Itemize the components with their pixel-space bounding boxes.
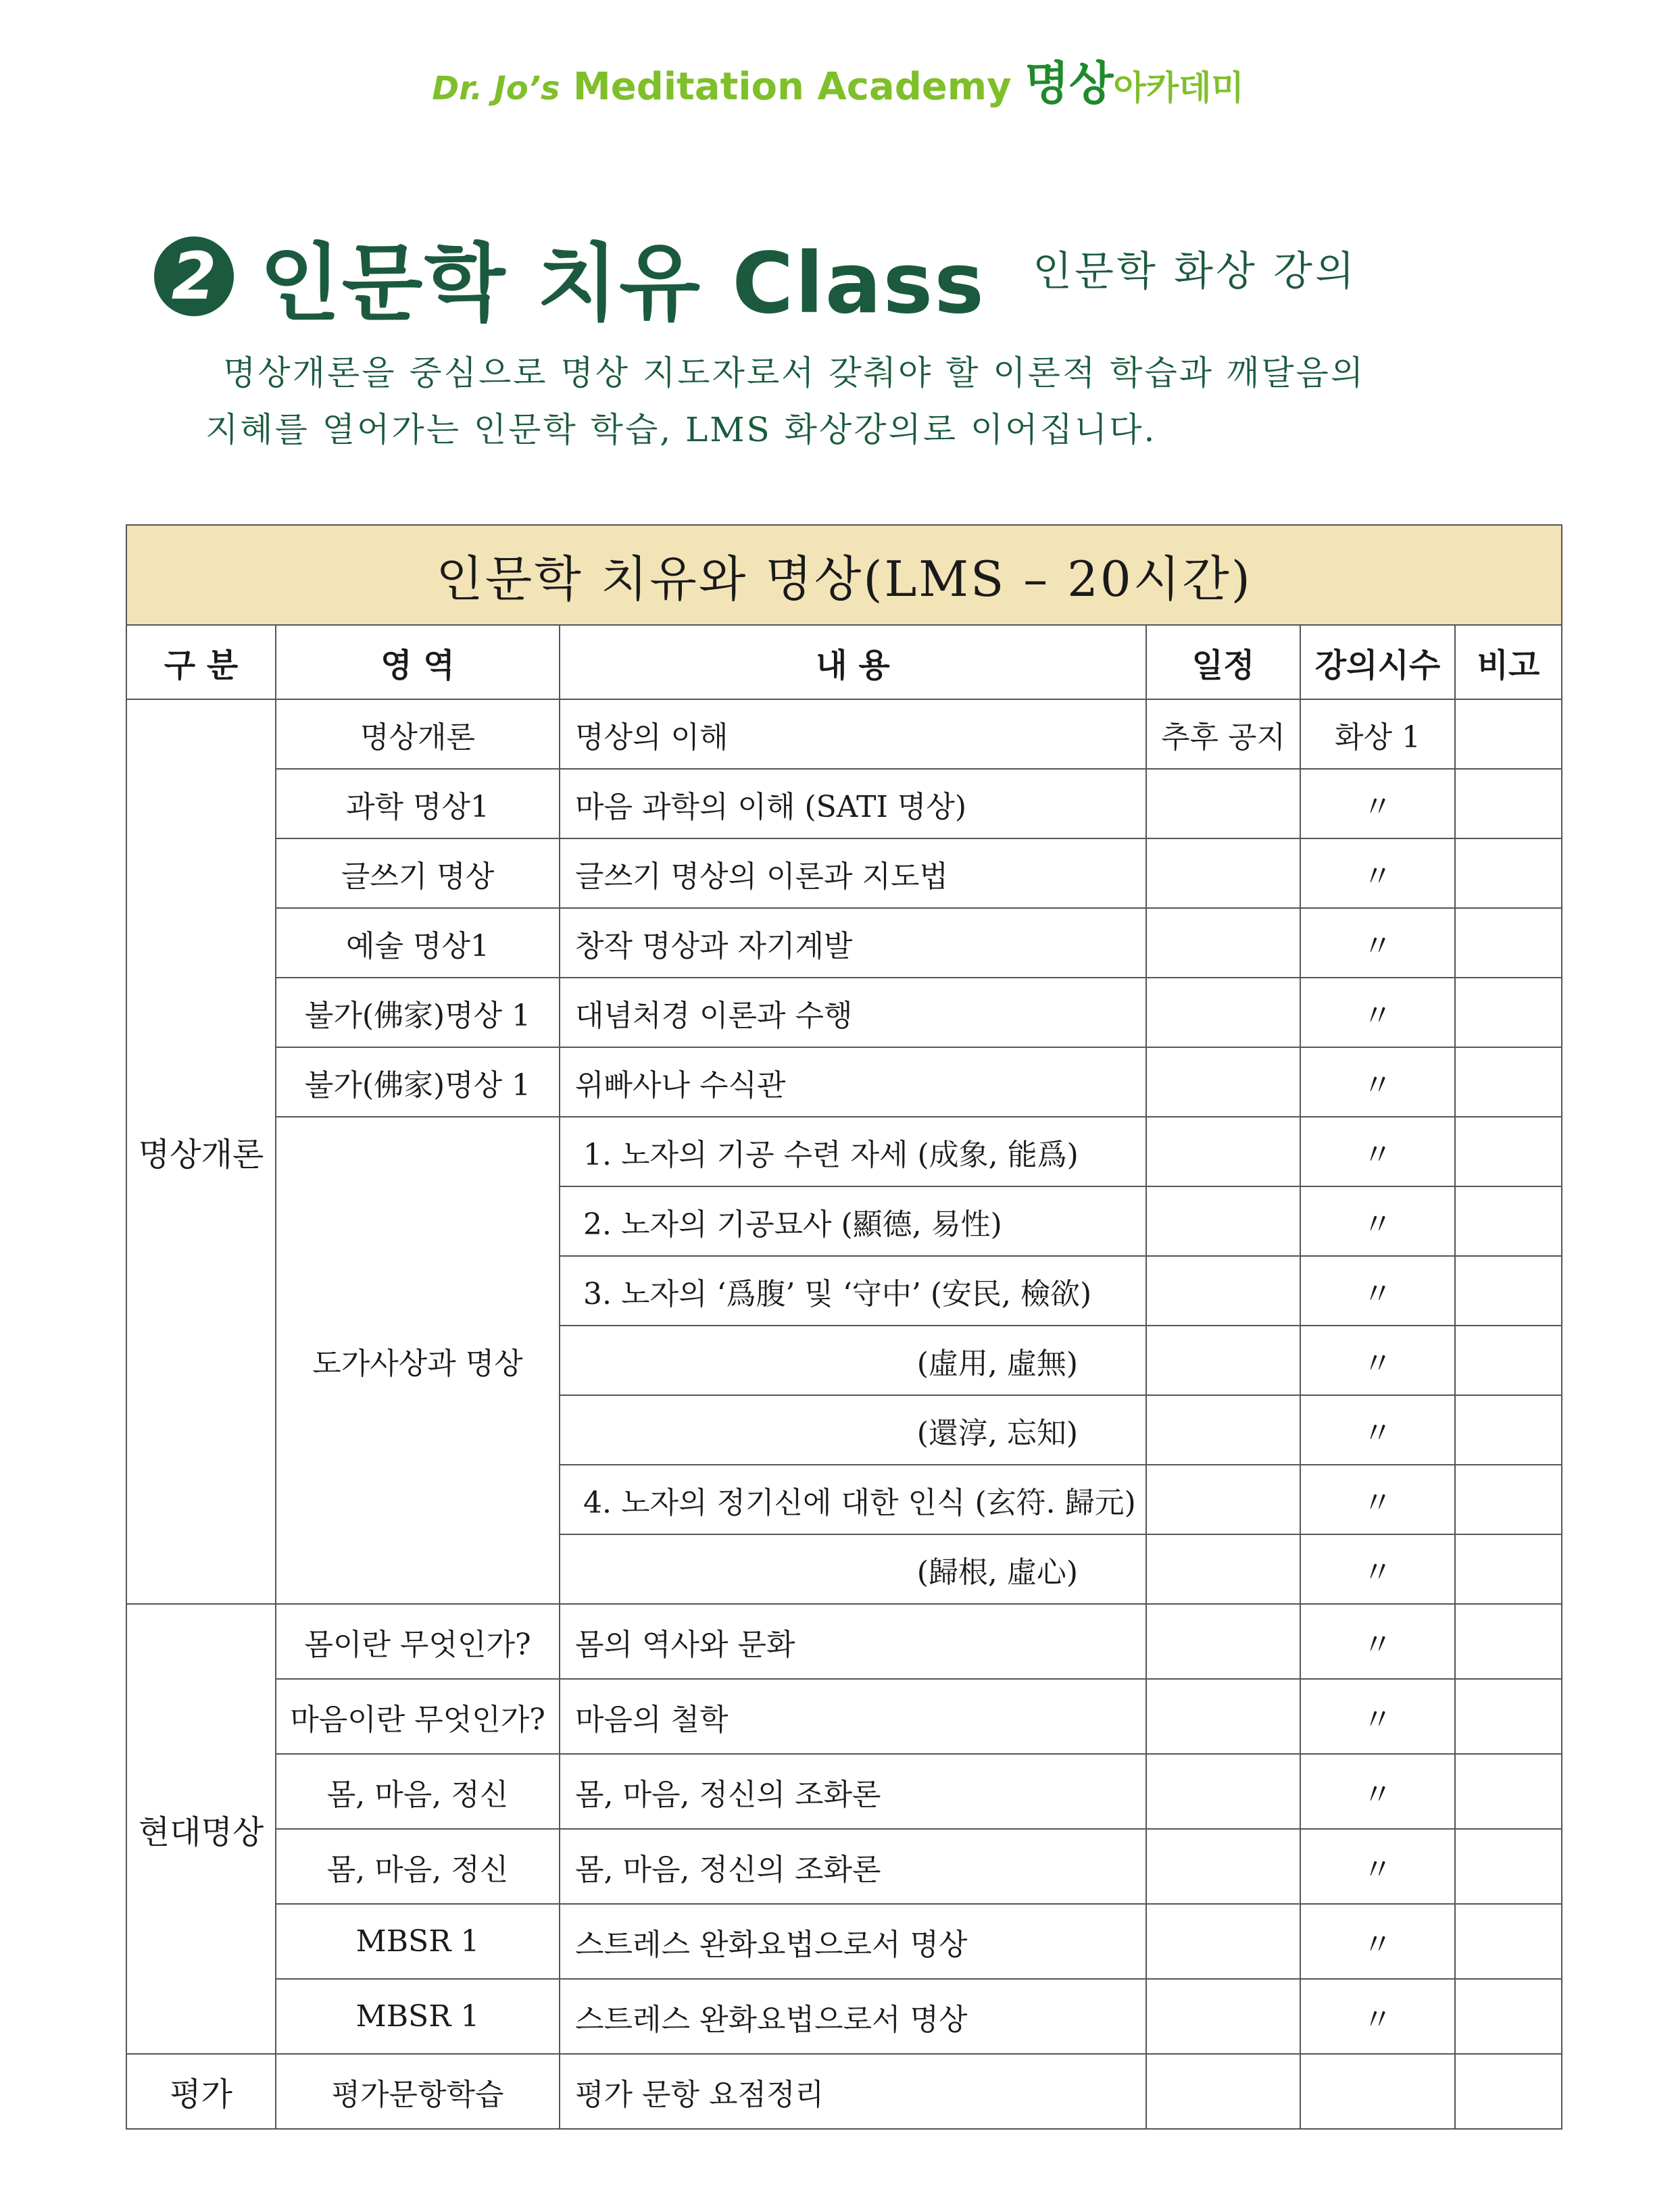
content-cell: 4. 노자의 정기신에 대한 인식 (玄符. 歸元)	[560, 1465, 1146, 1534]
group-label: 평가	[126, 2054, 276, 2129]
content-cell: 스트레스 완화요법으로서 명상	[560, 1904, 1146, 1979]
note-cell	[1455, 1047, 1562, 1117]
table-title-row	[126, 525, 1562, 625]
note-cell	[1455, 769, 1562, 838]
header-category: 구 분	[126, 625, 276, 699]
note-cell	[1455, 1904, 1562, 1979]
sessions-cell: 〃	[1300, 1117, 1455, 1186]
class-number-badge: 2	[154, 236, 234, 316]
table-row	[126, 1754, 1562, 1829]
brand-ko-2: 아카데미	[1113, 68, 1244, 107]
schedule-cell	[1146, 1117, 1300, 1186]
table-row	[126, 978, 1562, 1047]
area-cell: 몸이란 무엇인가?	[276, 1604, 560, 1679]
note-cell	[1455, 978, 1562, 1047]
schedule-cell	[1146, 1186, 1300, 1256]
schedule-cell	[1146, 1465, 1300, 1534]
content-cell: 몸, 마음, 정신의 조화론	[560, 1829, 1146, 1904]
sessions-cell: 〃	[1300, 1754, 1455, 1829]
content-cell: 명상의 이해	[560, 699, 1146, 769]
content-cell: 2. 노자의 기공묘사 (顯德, 易性)	[560, 1186, 1146, 1256]
header-note: 비고	[1455, 625, 1562, 699]
header-schedule: 일정	[1146, 625, 1300, 699]
note-cell	[1455, 699, 1562, 769]
content-cell: 위빠사나 수식관	[560, 1047, 1146, 1117]
note-cell	[1455, 908, 1562, 978]
area-cell: 마음이란 무엇인가?	[276, 1679, 560, 1754]
content-cell: 3. 노자의 ‘爲腹’ 및 ‘守中’ (安民, 檢欲)	[560, 1256, 1146, 1326]
table-row	[126, 699, 1562, 769]
schedule-cell	[1146, 1326, 1300, 1395]
table-row	[126, 1047, 1562, 1117]
content-cell: (還淳, 忘知)	[560, 1395, 1146, 1465]
sessions-cell: 〃	[1300, 1679, 1455, 1754]
content-cell: 평가 문항 요점정리	[560, 2054, 1146, 2129]
note-cell	[1455, 1326, 1562, 1395]
note-cell	[1455, 1754, 1562, 1829]
table-header-row	[126, 625, 1562, 699]
schedule-cell	[1146, 1256, 1300, 1326]
group-label: 명상개론	[126, 699, 276, 1604]
class-title	[154, 216, 1357, 336]
table-row	[126, 908, 1562, 978]
note-cell	[1455, 1465, 1562, 1534]
schedule-cell	[1146, 769, 1300, 838]
content-cell: (虛用, 虛無)	[560, 1326, 1146, 1395]
schedule-cell	[1146, 838, 1300, 908]
note-cell	[1455, 838, 1562, 908]
sessions-cell: 〃	[1300, 1186, 1455, 1256]
sessions-cell: 〃	[1300, 1534, 1455, 1604]
schedule-cell	[1146, 1904, 1300, 1979]
area-cell: 몸, 마음, 정신	[276, 1754, 560, 1829]
sessions-cell: 〃	[1300, 1979, 1455, 2054]
intro-paragraph	[182, 345, 1466, 458]
academy-header	[0, 47, 1676, 113]
sessions-cell: 〃	[1300, 1829, 1455, 1904]
sessions-cell: 〃	[1300, 1904, 1455, 1979]
table-row	[126, 1117, 1562, 1186]
table-row	[126, 1829, 1562, 1904]
area-cell: 과학 명상1	[276, 769, 560, 838]
schedule-cell	[1146, 1604, 1300, 1679]
area-cell: 글쓰기 명상	[276, 838, 560, 908]
schedule-cell	[1146, 1979, 1300, 2054]
sessions-cell: 〃	[1300, 1256, 1455, 1326]
note-cell	[1455, 1186, 1562, 1256]
schedule-cell	[1146, 1534, 1300, 1604]
area-cell: 평가문항학습	[276, 2054, 560, 2129]
content-cell: 글쓰기 명상의 이론과 지도법	[560, 838, 1146, 908]
area-cell: MBSR 1	[276, 1979, 560, 2054]
area-cell: 불가(佛家)명상 1	[276, 978, 560, 1047]
schedule-table	[126, 524, 1562, 2130]
header-content: 내 용	[560, 625, 1146, 699]
table-row	[126, 769, 1562, 838]
sessions-cell: 〃	[1300, 1465, 1455, 1534]
class-title-sub: 인문학 화상 강의	[1033, 248, 1357, 295]
content-cell: 스트레스 완화요법으로서 명상	[560, 1979, 1146, 2054]
schedule-cell	[1146, 1679, 1300, 1754]
area-cell: 예술 명상1	[276, 908, 560, 978]
note-cell	[1455, 1117, 1562, 1186]
table-row	[126, 1979, 1562, 2054]
content-cell: 마음의 철학	[560, 1679, 1146, 1754]
table-row	[126, 1604, 1562, 1679]
header-sessions: 강의시수	[1300, 625, 1455, 699]
class-title-main: 인문학 치유 Class	[260, 235, 986, 332]
sessions-cell: 〃	[1300, 1326, 1455, 1395]
sessions-cell: 〃	[1300, 1604, 1455, 1679]
content-cell: (歸根, 虛心)	[560, 1534, 1146, 1604]
area-cell: 명상개론	[276, 699, 560, 769]
brand-en-1: Dr. Jo’s	[432, 70, 560, 107]
table-title: 인문학 치유와 명상(LMS – 20시간)	[126, 525, 1562, 625]
sessions-cell: 〃	[1300, 769, 1455, 838]
area-cell: 불가(佛家)명상 1	[276, 1047, 560, 1117]
brand-ko-1: 명상	[1025, 57, 1114, 111]
schedule-cell	[1146, 1395, 1300, 1465]
sessions-cell: 화상 1	[1300, 699, 1455, 769]
schedule-cell	[1146, 2054, 1300, 2129]
sessions-cell: 〃	[1300, 908, 1455, 978]
content-cell: 대념처경 이론과 수행	[560, 978, 1146, 1047]
note-cell	[1455, 1395, 1562, 1465]
note-cell	[1455, 1829, 1562, 1904]
brand-en-2: Meditation Academy	[573, 65, 1012, 109]
note-cell	[1455, 1679, 1562, 1754]
table-row	[126, 838, 1562, 908]
schedule-cell	[1146, 978, 1300, 1047]
area-cell: 도가사상과 명상	[276, 1117, 560, 1604]
content-cell: 마음 과학의 이해 (SATI 명상)	[560, 769, 1146, 838]
content-cell: 1. 노자의 기공 수련 자세 (成象, 能爲)	[560, 1117, 1146, 1186]
intro-line-2: 지혜를 열어가는 인문학 학습, LMS 화상강의로 이어집니다.	[205, 410, 1157, 449]
schedule-cell	[1146, 1047, 1300, 1117]
content-cell: 몸, 마음, 정신의 조화론	[560, 1754, 1146, 1829]
sessions-cell: 〃	[1300, 1047, 1455, 1117]
schedule-cell	[1146, 1829, 1300, 1904]
table-row	[126, 1904, 1562, 1979]
note-cell	[1455, 2054, 1562, 2129]
sessions-cell: 〃	[1300, 1395, 1455, 1465]
intro-line-1: 명상개론을 중심으로 명상 지도자로서 갖춰야 할 이론적 학습과 깨달음의	[223, 353, 1366, 393]
sessions-cell: 〃	[1300, 978, 1455, 1047]
table-row	[126, 2054, 1562, 2129]
note-cell	[1455, 1534, 1562, 1604]
note-cell	[1455, 1256, 1562, 1326]
note-cell	[1455, 1979, 1562, 2054]
note-cell	[1455, 1604, 1562, 1679]
sessions-cell: 〃	[1300, 838, 1455, 908]
schedule-cell	[1146, 908, 1300, 978]
table-row	[126, 1679, 1562, 1754]
header-area: 영 역	[276, 625, 560, 699]
area-cell: MBSR 1	[276, 1904, 560, 1979]
area-cell: 몸, 마음, 정신	[276, 1829, 560, 1904]
schedule-cell: 추후 공지	[1146, 699, 1300, 769]
content-cell: 몸의 역사와 문화	[560, 1604, 1146, 1679]
content-cell: 창작 명상과 자기계발	[560, 908, 1146, 978]
schedule-cell	[1146, 1754, 1300, 1829]
sessions-cell	[1300, 2054, 1455, 2129]
group-label: 현대명상	[126, 1604, 276, 2054]
